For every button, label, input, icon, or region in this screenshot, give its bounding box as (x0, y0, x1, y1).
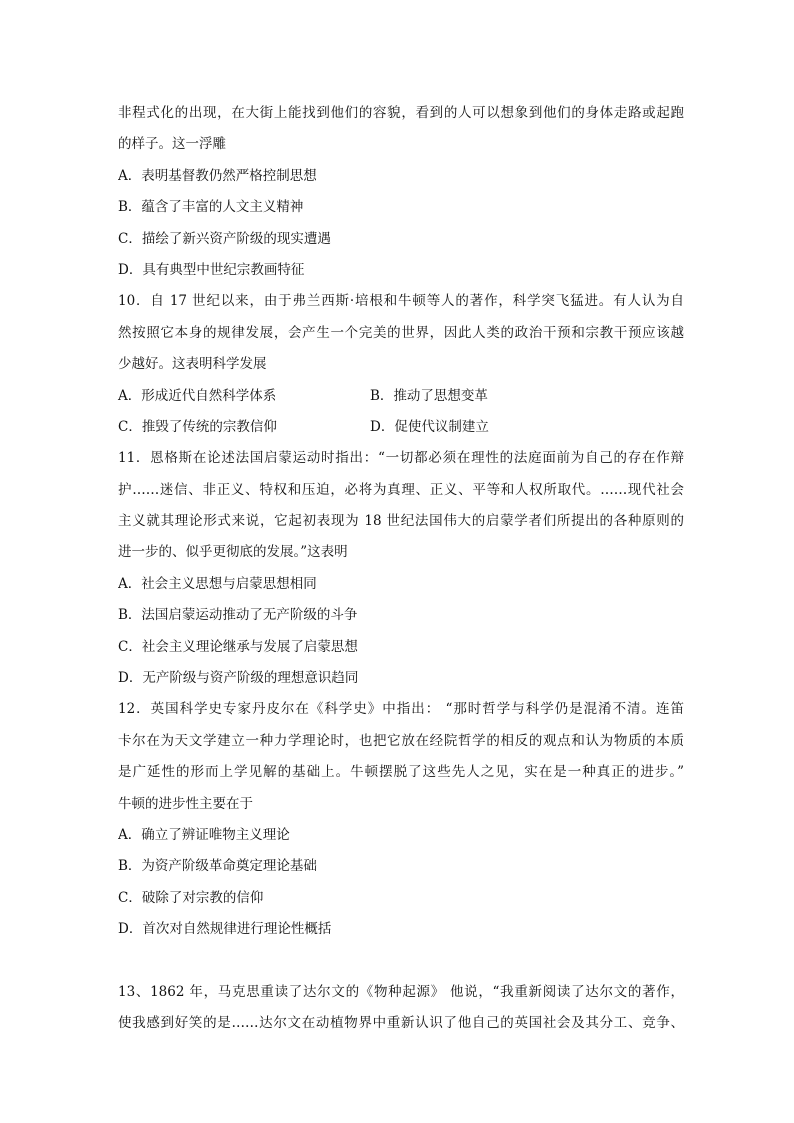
question-stem-line: 非程式化的出现，在大街上能找到他们的容貌，看到的人可以想象到他们的身体走路或起跑 (118, 105, 684, 121)
option-a: A．社会主义思想与启蒙思想相同 (118, 575, 317, 592)
question-stem-line: 护……迷信、非正义、特权和压迫，必将为真理、正义、平等和人权所取代。……现代社会 (118, 481, 684, 498)
question-stem-line: 12．英国科学史专家丹皮尔在《科学史》中指出： “那时哲学与科学仍是混淆不清。连笛 (118, 701, 684, 718)
question-11 (118, 443, 684, 694)
question-stem-line: 13、1862 年，马克思重读了达尔文的《物种起源》 他说，“我重新阅读了达尔文的著作， (118, 983, 684, 1000)
option-row (118, 412, 684, 443)
question-stem-line: 11．恩格斯在论述法国启蒙运动时指出：“一切都必须在理性的法庭面前为自己的存在作辩 (118, 450, 684, 467)
question-stem-line: 10．自 17 世纪以来，由于弗兰西斯·培根和牛顿等人的著作，科学突飞猛进。有人认为自 (118, 293, 684, 310)
question-9 (118, 98, 684, 286)
question-13 (118, 977, 684, 1040)
question-stem-line: 卡尔在为天文学建立一种力学理论时，也把它放在经院哲学的相反的观点和认为物质的本质 (118, 732, 684, 749)
spacer (118, 946, 684, 977)
question-stem-line: 主义就其理论形式来说，它起初表现为 18 世纪法国伟大的启蒙学者们所提出的各种原则的 (118, 513, 684, 530)
option-row (118, 381, 684, 412)
question-stem-line: 牛顿的进步性主要在于 (118, 795, 253, 812)
option-a: A．表明基督教仍然严格控制思想 (118, 167, 317, 184)
option-a: A．确立了辨证唯物主义理论 (118, 826, 290, 843)
option-d: D．无产阶级与资产阶级的理想意识趋同 (118, 670, 359, 687)
option-d: D．促使代议制建立 (370, 418, 489, 435)
option-d: D．首次对自然规律进行理论性概括 (118, 921, 332, 938)
option-b: B．为资产阶级革命奠定理论基础 (118, 858, 317, 875)
question-stem-line: 少越好。这表明科学发展 (118, 356, 267, 373)
option-c: C．社会主义理论继承与发展了启蒙思想 (118, 638, 358, 655)
option-b: B．法国启蒙运动推动了无产阶级的斗争 (118, 607, 358, 624)
question-stem-line: 进一步的、似乎更彻底的发展。”这表明 (118, 544, 348, 561)
question-stem-line: 然按照它本身的规律发展，会产生一个完美的世界，因此人类的政治干预和宗教干预应该越 (118, 324, 684, 341)
option-c: C．推毁了传统的宗教信仰 (118, 418, 277, 435)
option-b: B．推动了思想变革 (370, 387, 488, 404)
question-12 (118, 694, 684, 945)
page-content (118, 98, 684, 1039)
question-stem-line: 是广延性的形而上学见解的基础上。牛顿摆脱了这些先人之见，实在是一种真正的进步。” (118, 764, 684, 781)
question-stem-line: 的样子。这一浮雕 (118, 136, 226, 153)
question-stem-line: 使我感到好笑的是……达尔文在动植物界中重新认识了他自己的英国社会及其分工、竞争、 (118, 1014, 684, 1031)
option-c: C．破除了对宗教的信仰 (118, 889, 264, 906)
option-c: C．描绘了新兴资产阶级的现实遭遇 (118, 230, 331, 247)
question-10 (118, 286, 684, 443)
option-a: A．形成近代自然科学体系 (118, 387, 277, 404)
option-b: B．蕴含了丰富的人文主义精神 (118, 199, 304, 216)
option-d: D．具有典型中世纪宗教画特征 (118, 261, 305, 278)
